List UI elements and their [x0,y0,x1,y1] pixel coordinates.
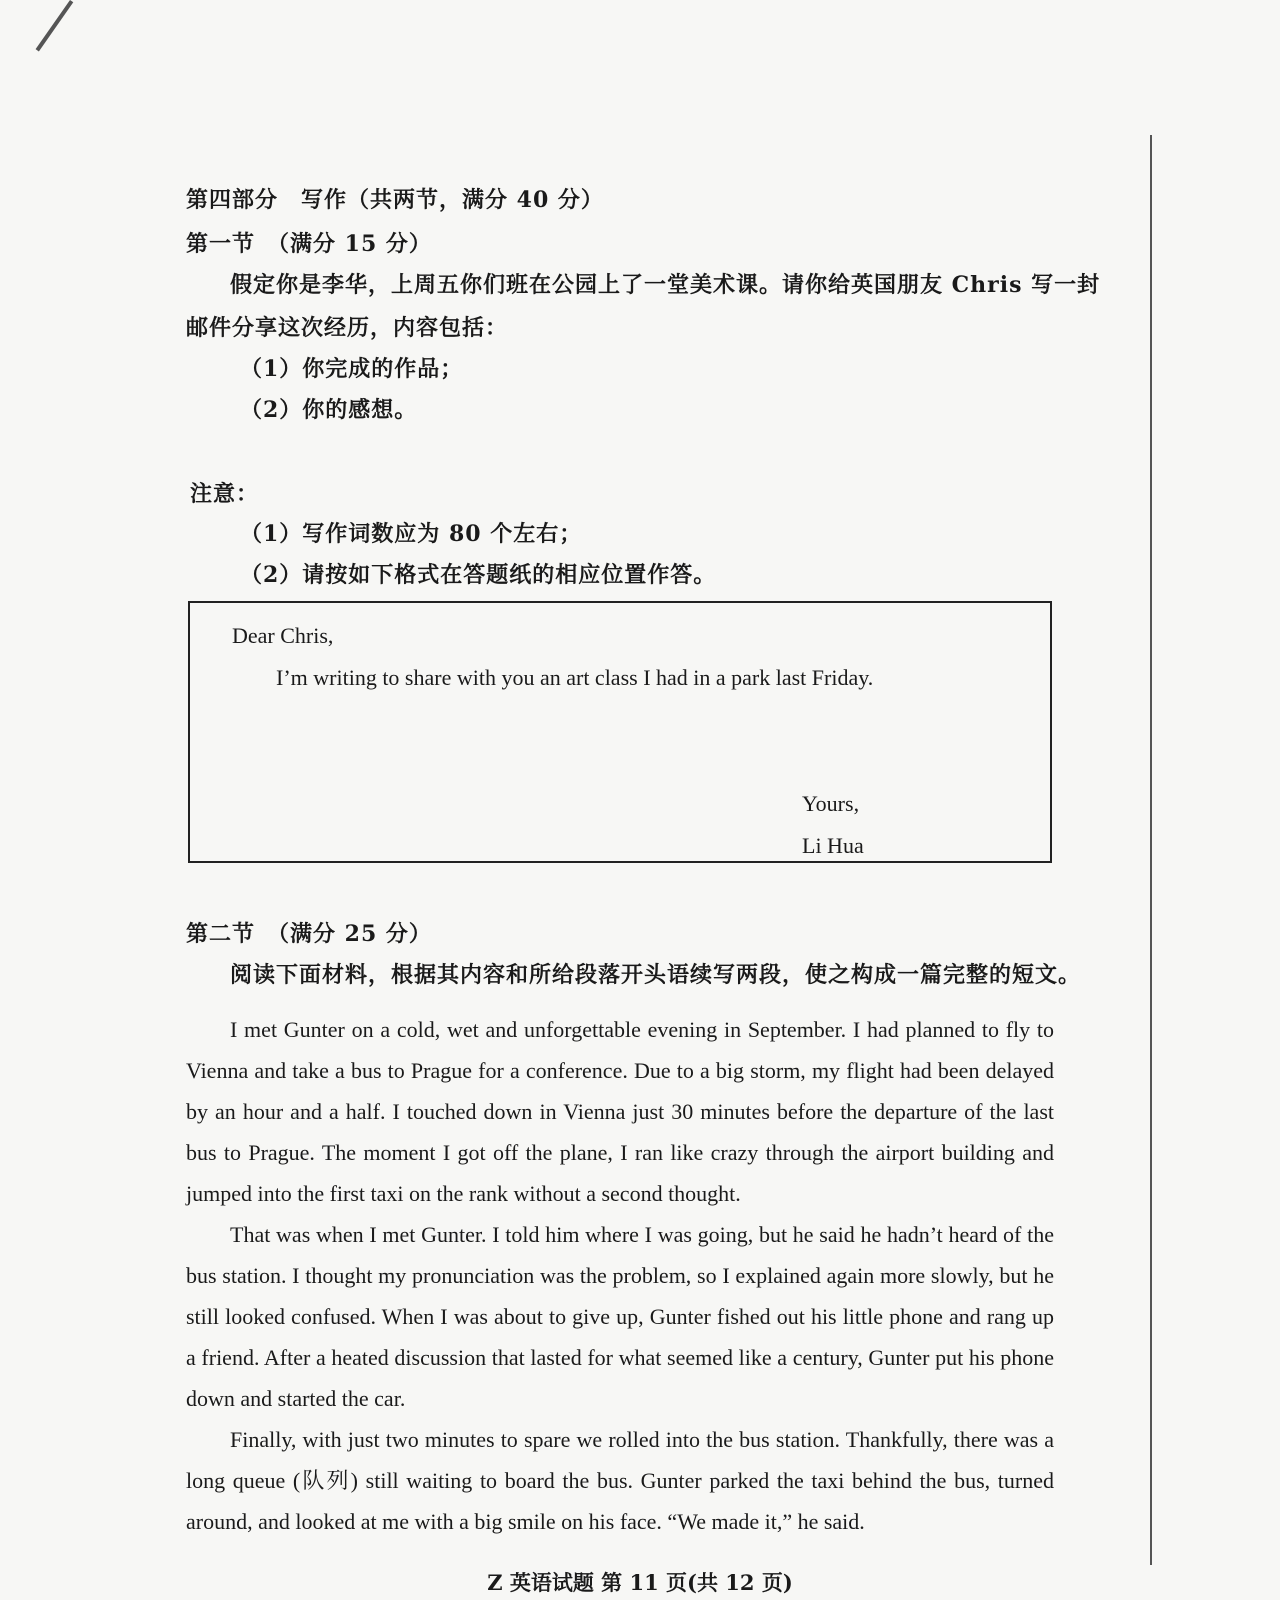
margin-line [1150,135,1152,1565]
section1-prompt-line2: 邮件分享这次经历，内容包括： [186,315,509,341]
pen-mark [36,0,74,51]
passage-paragraph: That was when I met Gunter. I told him where I was going, but he said he hadn’t heard of the bus station. I thought my pronunciation was the problem, so I explained again more slowly, but he still looked confused. When I was about to give up, Gunter fished out his little phone and rang up a friend. After a heated discussion that lasted for what seemed like a century, Gunter put his phone down and started the car. [186,1222,1054,1411]
section2-instruction: 阅读下面材料，根据其内容和所给段落开头语续写两段，使之构成一篇完整的短文。 [230,962,1082,988]
part-title: 第四部分 写作（共两节，满分 40 分） [186,187,604,213]
letter-opening: I’m writing to share with you an art class I had in a park last Friday. [276,665,874,690]
note-label: 注意： [190,481,260,507]
letter-format-box [188,601,1052,863]
note-item: （1）写作词数应为 80 个左右； [240,521,583,547]
passage-paragraph: Finally, with just two minutes to spare we rolled into the bus station. Thankfully, there was a long queue (队列) still waiting to board the bus. Gunter parked the taxi behind the bus, turned around, and looked at me with a big smile on his face. “We made it,” he said. [186,1427,1054,1534]
letter-greeting: Dear Chris, [232,623,334,648]
section1-heading: 第一节 （满分 15 分） [186,231,432,257]
section1-prompt-line1: 假定你是李华，上周五你们班在公园上了一堂美术课。请你给英国朋友 Chris 写一封 [230,272,1101,298]
reading-passage [186,1009,1054,1542]
section2-heading: 第二节 （满分 25 分） [186,921,432,947]
requirement-item: （1）你完成的作品； [240,356,464,382]
letter-closing: Yours, [802,791,860,816]
requirement-item: （2）你的感想。 [240,397,418,423]
note-item: （2）请按如下格式在答题纸的相应位置作答。 [240,562,717,588]
letter-signature: Li Hua [802,833,864,858]
page-footer: Z 英语试题 第 11 页(共 12 页) [487,1570,793,1595]
passage-paragraph: I met Gunter on a cold, wet and unforgettable evening in September. I had planned to fly to Vienna and take a bus to Prague for a conference. Due to a big storm, my flight had been delayed by an hour and a half. I touched down in Vienna just 30 minutes before the departure of the last bus to Prague. The moment I got off the plane, I ran like crazy through the airport building and jumped into the first taxi on the rank without a second thought. [186,1017,1054,1206]
